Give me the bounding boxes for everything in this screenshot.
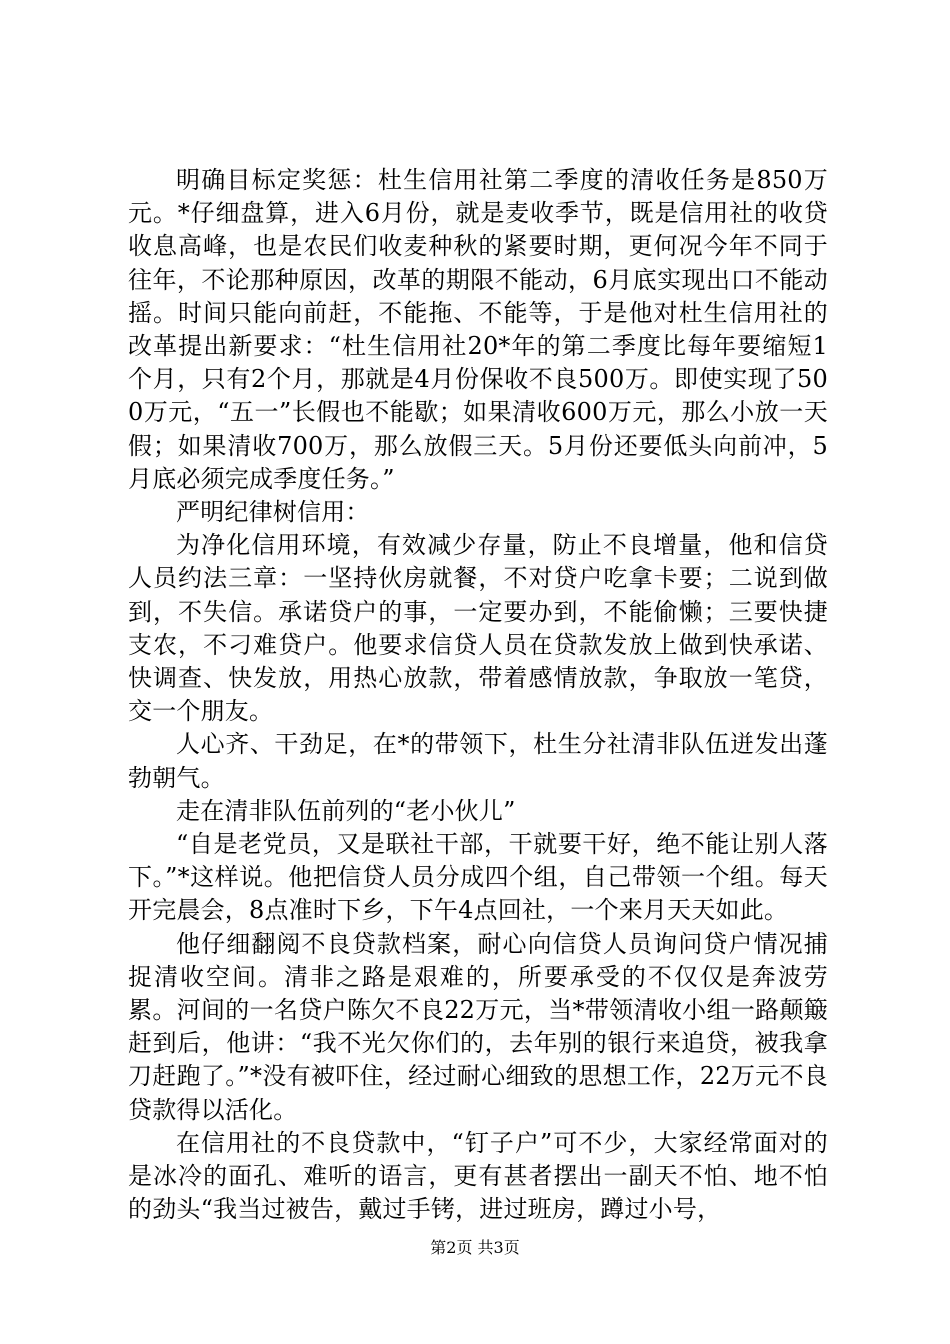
document-body bbox=[128, 164, 828, 1227]
paragraph-nail-households: 在信用社的不良贷款中，“钉子户”可不少，大家经常面对的是冰冷的面孔、难听的语言，更有甚者摆出一副天不怕、地不怕的劲头“我当过被告，戴过手铐，进过班房，蹲过小号， bbox=[128, 1128, 828, 1224]
page-footer: 第2页 共3页 bbox=[430, 1238, 520, 1257]
paragraph-goal-rewards: 明确目标定奖惩：杜生信用社第二季度的清收任务是850万元。*仔细盘算，进入6月份，就是麦收季节，既是信用社的收贷收息高峰，也是农民们收麦种秋的紧要时期，更何况今年不同于往年，不论那种原因，改革的期限不能动，6月底实现出口不能动摇。时间只能向前赶，不能拖、不能等，于是他对杜生信用社的改革提出新要求：“杜生信用社20*年的第二季度比每年要缩短1个月，只有2个月，那就是4月份保收不良500万。即使实现了500万元，“五一”长假也不能歇；如果清收600万元，那么小放一天假；如果清收700万，那么放假三天。5月份还要低头向前冲，5月底必须完成季度任务。” bbox=[128, 166, 828, 493]
paragraph-loan-archives: 他仔细翻阅不良贷款档案，耐心向信贷人员询问贷户情况捕捉清收空间。清非之路是艰难的，所要承受的不仅仅是奔波劳累。河间的一名贷户陈欠不良22万元，当*带领清收小组一路颠簸赶到后，他讲：“我不光欠你们的，去年别的银行来追贷，被我拿刀赶跑了。”*没有被吓住，经过耐心细致的思想工作，22万元不良贷款得以活化。 bbox=[128, 929, 828, 1124]
paragraph-party-member: “自是老党员，又是联社干部，干就要干好，绝不能让别人落下。”*这样说。他把信贷人员分成四个组，自己带领一个组。每天开完晨会，8点准时下乡，下午4点回社，一个来月天天如此。 bbox=[128, 830, 828, 925]
paragraph-three-rules: 为净化信用环境，有效减少存量，防止不良增量，他和信贷人员约法三章：一坚持伙房就餐，不对贷户吃拿卡要；二说到做到，不失信。承诺贷户的事，一定要办到，不能偷懒；三要快捷支农，不刁难贷户。他要求信贷人员在贷款发放上做到快承诺、快调查、快发放，用热心放款，带着感情放款，争取放一笔贷，交一个朋友。 bbox=[128, 531, 828, 726]
paragraph-discipline-heading: 严明纪律树信用： bbox=[176, 498, 370, 527]
paragraph-section-heading: 走在清非队伍前列的“老小伙儿” bbox=[176, 796, 516, 825]
paragraph-team-spirit: 人心齐、干劲足，在*的带领下，杜生分社清非队伍迸发出蓬勃朝气。 bbox=[128, 730, 828, 792]
